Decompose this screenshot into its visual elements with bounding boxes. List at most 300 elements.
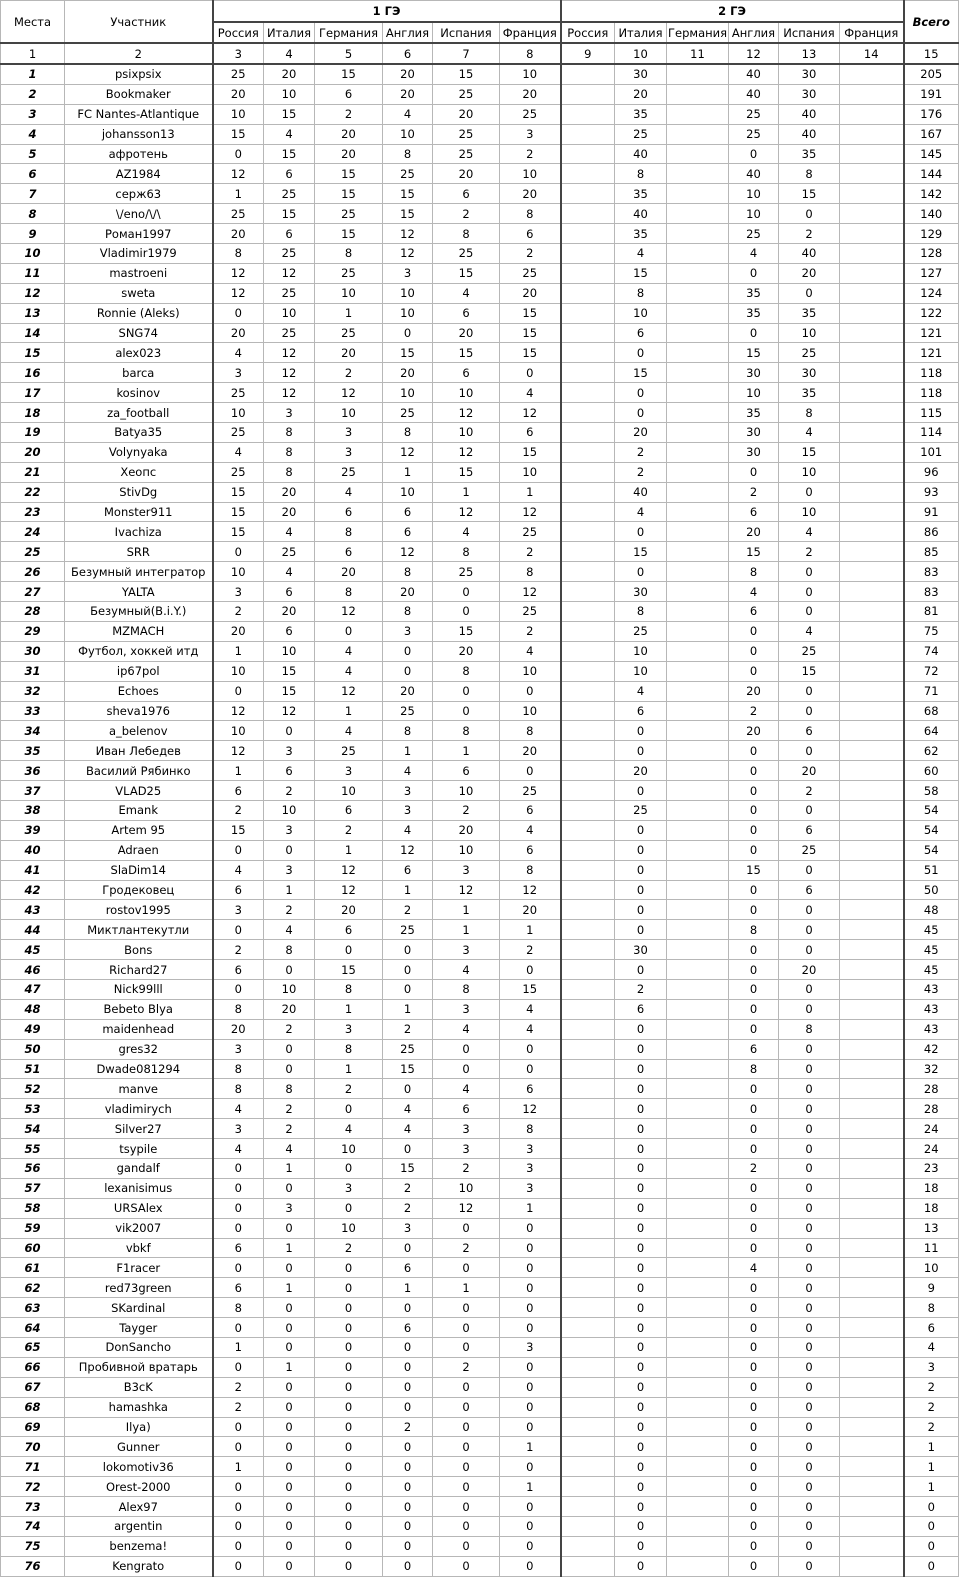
stage2-score-cell: 0 (729, 1198, 779, 1218)
stage1-score-cell: 15 (264, 144, 315, 164)
stage1-score-cell: 4 (315, 1119, 383, 1139)
stage1-score-cell: 1 (315, 701, 383, 721)
stage2-score-cell (667, 701, 729, 721)
stage1-score-cell: 2 (433, 800, 500, 820)
table-row (1, 1457, 959, 1477)
stage1-score-cell: 10 (213, 721, 264, 741)
stage2-score-cell (840, 1357, 904, 1377)
table-row (1, 701, 959, 721)
stage1-score-cell: 12 (383, 244, 433, 264)
participant-cell: alex023 (65, 343, 213, 363)
stage1-score-cell: 8 (264, 1079, 315, 1099)
stage1-score-cell: 0 (213, 920, 264, 940)
stage1-score-cell: 6 (383, 860, 433, 880)
stage1-score-cell: 6 (315, 502, 383, 522)
place-cell: 54 (1, 1119, 65, 1139)
place-cell: 20 (1, 442, 65, 462)
stage1-score-cell: 10 (264, 641, 315, 661)
stage2-score-cell: 0 (615, 721, 667, 741)
stage1-score-cell: 0 (264, 840, 315, 860)
place-cell: 28 (1, 602, 65, 622)
stage2-score-cell (667, 1536, 729, 1556)
table-row (1, 1218, 959, 1238)
stage1-score-cell: 2 (264, 1099, 315, 1119)
stage2-score-cell (667, 303, 729, 323)
stage1-score-cell: 3 (383, 800, 433, 820)
stage1-score-cell: 15 (315, 224, 383, 244)
stage1-score-cell: 6 (383, 1258, 433, 1278)
stage1-score-cell: 2 (264, 900, 315, 920)
stage2-score-cell: 10 (779, 462, 840, 482)
stage1-score-cell: 20 (315, 124, 383, 144)
stage1-score-cell: 15 (315, 164, 383, 184)
stage1-score-cell: 0 (264, 1477, 315, 1497)
stage2-score-cell (840, 1457, 904, 1477)
place-cell: 75 (1, 1536, 65, 1556)
place-cell: 73 (1, 1497, 65, 1517)
stage1-score-cell: 0 (383, 323, 433, 343)
place-cell: 49 (1, 1019, 65, 1039)
stage1-score-cell: 2 (315, 820, 383, 840)
stage1-score-cell: 15 (264, 681, 315, 701)
participant-cell: Безумный интегратор (65, 562, 213, 582)
stage1-score-cell: 0 (433, 1417, 500, 1437)
participant-cell: Adraen (65, 840, 213, 860)
stage2-score-cell: 0 (779, 1258, 840, 1278)
stage2-score-cell (667, 1218, 729, 1238)
stage2-score-cell (667, 1477, 729, 1497)
stage2-score-cell: 30 (779, 84, 840, 104)
table-body (1, 64, 959, 1576)
table-row (1, 204, 959, 224)
stage1-score-cell: 25 (383, 1039, 433, 1059)
stage2-score-cell: 0 (615, 1039, 667, 1059)
stage2-score-cell (840, 542, 904, 562)
stage1-score-cell: 1 (213, 1457, 264, 1477)
stage1-score-cell: 6 (433, 363, 500, 383)
place-cell: 1 (1, 64, 65, 84)
stage1-score-cell: 6 (500, 423, 561, 443)
stage2-score-cell (561, 761, 615, 781)
participant-cell: SlaDim14 (65, 860, 213, 880)
stage1-score-cell: 8 (433, 542, 500, 562)
total-cell: 122 (904, 303, 959, 323)
stage1-score-cell: 25 (500, 104, 561, 124)
stage2-score-cell: 30 (729, 363, 779, 383)
stage1-score-cell: 1 (264, 880, 315, 900)
stage2-score-cell: 10 (615, 641, 667, 661)
stage2-score-cell (667, 204, 729, 224)
stage2-score-cell: 0 (729, 1517, 779, 1537)
place-cell: 29 (1, 621, 65, 641)
stage2-score-cell: 0 (615, 1338, 667, 1358)
stage2-score-cell (667, 1497, 729, 1517)
stage2-score-cell: 0 (779, 1059, 840, 1079)
stage2-score-cell: 0 (615, 1258, 667, 1278)
stage2-score-cell (561, 1258, 615, 1278)
stage1-score-cell: 6 (315, 542, 383, 562)
table-row (1, 482, 959, 502)
header-stage1-country-4: Англия (383, 22, 433, 43)
stage1-score-cell: 0 (264, 1377, 315, 1397)
stage1-score-cell: 0 (213, 1178, 264, 1198)
stage2-score-cell (561, 204, 615, 224)
total-cell: 91 (904, 502, 959, 522)
stage1-score-cell: 12 (383, 840, 433, 860)
stage2-score-cell: 0 (729, 323, 779, 343)
stage1-score-cell: 0 (433, 1477, 500, 1497)
stage2-score-cell (667, 1556, 729, 1576)
header-stage-1: 1 ГЭ (213, 1, 561, 23)
participant-cell: sheva1976 (65, 701, 213, 721)
table-row (1, 522, 959, 542)
total-cell: 68 (904, 701, 959, 721)
stage1-score-cell: 15 (213, 482, 264, 502)
stage2-score-cell: 10 (729, 184, 779, 204)
total-cell: 114 (904, 423, 959, 443)
stage2-score-cell (667, 1019, 729, 1039)
header-stage1-country-2: Италия (264, 22, 315, 43)
total-cell: 50 (904, 880, 959, 900)
stage1-score-cell: 10 (213, 403, 264, 423)
stage1-score-cell: 25 (213, 64, 264, 84)
stage2-score-cell (840, 1019, 904, 1039)
total-cell: 58 (904, 781, 959, 801)
stage2-score-cell: 0 (779, 1377, 840, 1397)
stage1-score-cell: 1 (315, 303, 383, 323)
stage2-score-cell (667, 1119, 729, 1139)
participant-cell: Роман1997 (65, 224, 213, 244)
place-cell: 22 (1, 482, 65, 502)
stage2-score-cell: 0 (615, 522, 667, 542)
stage2-score-cell: 0 (615, 1298, 667, 1318)
stage1-score-cell: 10 (500, 164, 561, 184)
stage2-score-cell (561, 1397, 615, 1417)
place-cell: 52 (1, 1079, 65, 1099)
stage2-score-cell: 25 (615, 621, 667, 641)
stage2-score-cell (561, 224, 615, 244)
stage1-score-cell: 12 (213, 741, 264, 761)
stage2-score-cell (840, 940, 904, 960)
stage1-score-cell: 3 (500, 124, 561, 144)
stage2-score-cell (840, 920, 904, 940)
stage2-score-cell (561, 144, 615, 164)
table-row (1, 1178, 959, 1198)
stage1-score-cell: 10 (383, 383, 433, 403)
stage2-score-cell: 35 (615, 184, 667, 204)
stage1-score-cell: 0 (264, 1218, 315, 1238)
stage1-score-cell: 20 (433, 820, 500, 840)
stage2-score-cell: 0 (729, 960, 779, 980)
stage2-score-cell (667, 840, 729, 860)
stage2-score-cell: 0 (779, 482, 840, 502)
stage2-score-cell: 2 (615, 462, 667, 482)
total-cell: 2 (904, 1417, 959, 1437)
stage1-score-cell: 1 (433, 920, 500, 940)
table-row (1, 781, 959, 801)
stage1-score-cell: 1 (213, 641, 264, 661)
stage1-score-cell: 2 (433, 1357, 500, 1377)
stage1-score-cell: 20 (315, 900, 383, 920)
stage2-score-cell (840, 383, 904, 403)
total-cell: 83 (904, 582, 959, 602)
column-number-3: 3 (213, 43, 264, 64)
stage2-score-cell (667, 104, 729, 124)
stage1-score-cell: 6 (213, 1278, 264, 1298)
stage2-score-cell (667, 1198, 729, 1218)
place-cell: 23 (1, 502, 65, 522)
stage1-score-cell: 12 (433, 403, 500, 423)
total-cell: 64 (904, 721, 959, 741)
stage1-score-cell: 6 (433, 761, 500, 781)
stage1-score-cell: 0 (383, 661, 433, 681)
participant-cell: mastroeni (65, 263, 213, 283)
stage2-score-cell (561, 781, 615, 801)
total-cell: 43 (904, 999, 959, 1019)
stage1-score-cell: 3 (500, 1139, 561, 1159)
stage1-score-cell: 25 (383, 920, 433, 940)
stage1-score-cell: 0 (433, 1377, 500, 1397)
stage1-score-cell: 20 (264, 482, 315, 502)
stage1-score-cell: 1 (500, 1437, 561, 1457)
table-row (1, 1437, 959, 1457)
stage1-score-cell: 2 (433, 204, 500, 224)
stage2-score-cell (667, 979, 729, 999)
stage1-score-cell: 0 (315, 1377, 383, 1397)
stage2-score-cell: 0 (729, 1318, 779, 1338)
stage2-score-cell (840, 1517, 904, 1537)
stage2-score-cell (561, 482, 615, 502)
stage1-score-cell: 0 (500, 1556, 561, 1576)
place-cell: 24 (1, 522, 65, 542)
stage2-score-cell: 0 (615, 840, 667, 860)
table-row (1, 800, 959, 820)
stage1-score-cell: 0 (500, 1278, 561, 1298)
stage2-score-cell: 0 (729, 1457, 779, 1477)
stage1-score-cell: 4 (264, 562, 315, 582)
stage2-score-cell: 30 (615, 64, 667, 84)
stage1-score-cell: 3 (500, 1338, 561, 1358)
stage2-score-cell (561, 582, 615, 602)
participant-cell: SKardinal (65, 1298, 213, 1318)
total-cell: 51 (904, 860, 959, 880)
stage2-score-cell (667, 263, 729, 283)
participant-cell: Футбол, хоккей итд (65, 641, 213, 661)
stage1-score-cell: 15 (433, 462, 500, 482)
stage2-score-cell: 10 (779, 502, 840, 522)
total-cell: 167 (904, 124, 959, 144)
stage2-score-cell (561, 999, 615, 1019)
participant-cell: серж63 (65, 184, 213, 204)
stage2-score-cell (667, 920, 729, 940)
place-cell: 2 (1, 84, 65, 104)
stage1-score-cell: 12 (264, 343, 315, 363)
stage2-score-cell (667, 1099, 729, 1119)
stage2-score-cell: 8 (729, 1059, 779, 1079)
stage2-score-cell (840, 224, 904, 244)
stage2-score-cell (667, 542, 729, 562)
participant-cell: rostov1995 (65, 900, 213, 920)
stage2-score-cell: 0 (779, 1178, 840, 1198)
place-cell: 55 (1, 1139, 65, 1159)
stage2-score-cell (561, 1497, 615, 1517)
place-cell: 19 (1, 423, 65, 443)
stage2-score-cell (840, 621, 904, 641)
table-row (1, 979, 959, 999)
stage2-score-cell: 0 (729, 1079, 779, 1099)
table-row (1, 64, 959, 84)
stage2-score-cell (840, 741, 904, 761)
stage2-score-cell (667, 820, 729, 840)
stage2-score-cell: 0 (779, 602, 840, 622)
stage2-score-cell: 0 (779, 1139, 840, 1159)
stage2-score-cell: 0 (779, 1099, 840, 1119)
stage2-score-cell: 6 (779, 721, 840, 741)
stage2-score-cell (561, 423, 615, 443)
stage2-score-cell: 0 (779, 582, 840, 602)
stage2-score-cell (840, 1258, 904, 1278)
stage1-score-cell: 12 (213, 164, 264, 184)
stage2-score-cell: 0 (779, 1536, 840, 1556)
stage2-score-cell (840, 64, 904, 84)
participant-cell: psixpsix (65, 64, 213, 84)
stage2-score-cell: 0 (729, 1019, 779, 1039)
stage2-score-cell: 0 (615, 1198, 667, 1218)
stage1-score-cell: 10 (500, 462, 561, 482)
stage1-score-cell: 1 (383, 462, 433, 482)
stage1-score-cell: 25 (264, 542, 315, 562)
stage1-score-cell: 10 (433, 781, 500, 801)
participant-cell: Orest-2000 (65, 1477, 213, 1497)
stage2-score-cell (561, 403, 615, 423)
stage2-score-cell: 0 (779, 283, 840, 303)
stage2-score-cell: 0 (729, 1178, 779, 1198)
total-cell: 43 (904, 1019, 959, 1039)
stage1-score-cell: 20 (433, 641, 500, 661)
stage2-score-cell: 4 (779, 621, 840, 641)
stage2-score-cell (561, 542, 615, 562)
stage2-score-cell (667, 960, 729, 980)
participant-cell: maidenhead (65, 1019, 213, 1039)
stage1-score-cell: 15 (315, 960, 383, 980)
stage2-score-cell (667, 442, 729, 462)
stage2-score-cell (667, 124, 729, 144)
stage2-score-cell: 0 (615, 741, 667, 761)
stage1-score-cell: 0 (500, 1039, 561, 1059)
table-row (1, 1377, 959, 1397)
place-cell: 7 (1, 184, 65, 204)
stage1-score-cell: 2 (500, 244, 561, 264)
place-cell: 68 (1, 1397, 65, 1417)
stage1-score-cell: 0 (383, 1437, 433, 1457)
place-cell: 21 (1, 462, 65, 482)
stage1-score-cell: 8 (315, 522, 383, 542)
stage1-score-cell: 10 (433, 423, 500, 443)
stage2-score-cell (667, 1079, 729, 1099)
stage2-score-cell: 0 (615, 1517, 667, 1537)
stage2-score-cell (667, 482, 729, 502)
stage1-score-cell: 0 (433, 602, 500, 622)
stage2-score-cell (840, 661, 904, 681)
stage2-score-cell (561, 960, 615, 980)
stage1-score-cell: 12 (213, 701, 264, 721)
stage2-score-cell (667, 1397, 729, 1417)
place-cell: 15 (1, 343, 65, 363)
place-cell: 70 (1, 1437, 65, 1457)
stage1-score-cell: 12 (315, 880, 383, 900)
stage1-score-cell: 0 (264, 721, 315, 741)
stage1-score-cell: 4 (264, 522, 315, 542)
stage1-score-cell: 4 (433, 1079, 500, 1099)
stage2-score-cell (840, 363, 904, 383)
stage2-score-cell (667, 1258, 729, 1278)
stage2-score-cell: 0 (729, 661, 779, 681)
total-cell: 118 (904, 363, 959, 383)
participant-cell: Emank (65, 800, 213, 820)
stage2-score-cell: 0 (615, 1158, 667, 1178)
stage1-score-cell: 15 (383, 184, 433, 204)
total-cell: 205 (904, 64, 959, 84)
stage2-score-cell (667, 900, 729, 920)
stage2-score-cell: 30 (729, 423, 779, 443)
stage1-score-cell: 12 (433, 1198, 500, 1218)
participant-cell: Иван Лебедев (65, 741, 213, 761)
stage2-score-cell (840, 343, 904, 363)
stage1-score-cell: 6 (383, 502, 433, 522)
stage1-score-cell: 15 (433, 263, 500, 283)
place-cell: 63 (1, 1298, 65, 1318)
stage1-score-cell: 0 (383, 1556, 433, 1576)
participant-cell: Artem 95 (65, 820, 213, 840)
total-cell: 18 (904, 1178, 959, 1198)
place-cell: 59 (1, 1218, 65, 1238)
stage2-score-cell: 6 (615, 323, 667, 343)
stage1-score-cell: 25 (315, 263, 383, 283)
total-cell: 32 (904, 1059, 959, 1079)
stage1-score-cell: 15 (433, 621, 500, 641)
stage2-score-cell (840, 522, 904, 542)
stage2-score-cell (840, 1198, 904, 1218)
table-row (1, 1099, 959, 1119)
stage1-score-cell: 15 (500, 343, 561, 363)
stage2-score-cell (561, 244, 615, 264)
stage2-score-cell: 4 (615, 244, 667, 264)
stage2-score-cell: 0 (615, 880, 667, 900)
stage1-score-cell: 6 (500, 1079, 561, 1099)
column-number-4: 4 (264, 43, 315, 64)
total-cell: 145 (904, 144, 959, 164)
place-cell: 10 (1, 244, 65, 264)
total-cell: 45 (904, 920, 959, 940)
total-cell: 127 (904, 263, 959, 283)
stage1-score-cell: 0 (315, 1318, 383, 1338)
stage2-score-cell (667, 860, 729, 880)
total-cell: 10 (904, 1258, 959, 1278)
total-cell: 8 (904, 1298, 959, 1318)
place-cell: 46 (1, 960, 65, 980)
stage2-score-cell (561, 522, 615, 542)
stage1-score-cell: 0 (213, 542, 264, 562)
participant-cell: SRR (65, 542, 213, 562)
stage1-score-cell: 3 (315, 423, 383, 443)
table-row (1, 1059, 959, 1079)
stage1-score-cell: 12 (315, 602, 383, 622)
stage1-score-cell: 25 (264, 323, 315, 343)
stage1-score-cell: 6 (315, 84, 383, 104)
stage2-score-cell (840, 1377, 904, 1397)
stage2-score-cell: 15 (779, 442, 840, 462)
participant-cell: DonSancho (65, 1338, 213, 1358)
